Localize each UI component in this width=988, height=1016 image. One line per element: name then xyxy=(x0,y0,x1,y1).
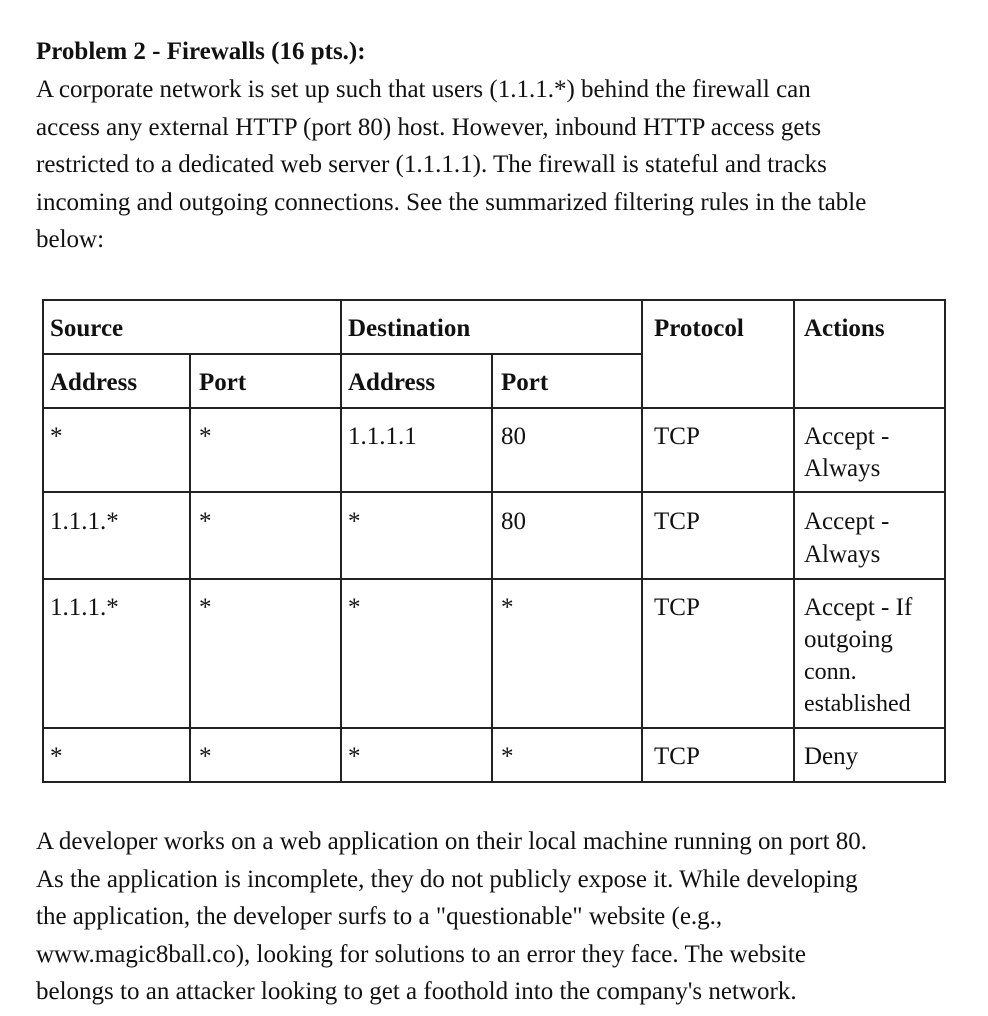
row3-action-line2: outgoing xyxy=(804,626,893,653)
table-divider xyxy=(641,299,643,783)
row3-action-line4: established xyxy=(804,691,911,717)
row3-destination-address: * xyxy=(348,594,361,621)
table-divider xyxy=(793,299,795,783)
row1-source-address: * xyxy=(50,423,63,450)
scenario-line: belongs to an attacker looking to get a foothold into the company's network. xyxy=(36,978,797,1006)
row2-action-line2: Always xyxy=(804,541,881,568)
intro-line: incoming and outgoing connections. See the summarized filtering rules in the table xyxy=(36,188,867,216)
table-border-top xyxy=(42,299,946,301)
row3-protocol: TCP xyxy=(654,594,700,621)
row4-action-line1: Deny xyxy=(804,743,859,770)
scenario-line: A developer works on a web application on their local machine running on port 80. xyxy=(36,828,868,855)
scenario-paragraph xyxy=(36,823,961,1011)
row1-destination-port: 80 xyxy=(501,423,526,450)
table-border-right xyxy=(944,299,946,783)
scenario-line: www.magic8ball.co), looking for solutions to an error they face. The website xyxy=(36,940,806,968)
row2-source-port: * xyxy=(199,508,212,535)
row3-destination-port: * xyxy=(501,594,514,621)
intro-line: A corporate network is set up such that users (1.1.1.*) behind the firewall can xyxy=(36,76,811,103)
header-destination-address: Address xyxy=(348,369,436,396)
intro-paragraph xyxy=(36,71,961,259)
header-source-port: Port xyxy=(199,369,247,396)
problem-title: Problem 2 - Firewalls (16 pts.): xyxy=(36,38,366,65)
intro-line: access any external HTTP (port 80) host. However, inbound HTTP access gets xyxy=(36,113,822,141)
table-border-left xyxy=(42,299,44,783)
header-actions: Actions xyxy=(804,315,885,342)
row4-source-port: * xyxy=(199,743,212,770)
row2-action-line1: Accept - xyxy=(804,508,890,535)
table-divider xyxy=(491,353,493,783)
row1-source-port: * xyxy=(199,423,212,450)
row4-protocol: TCP xyxy=(654,743,700,770)
row2-destination-address: * xyxy=(348,508,361,535)
table-divider xyxy=(42,491,946,493)
row3-action-line3: conn. xyxy=(804,659,857,685)
row1-action-line1: Accept - xyxy=(804,423,890,450)
row3-source-port: * xyxy=(199,594,212,621)
row1-action-line2: Always xyxy=(804,455,881,482)
row1-destination-address: 1.1.1.1 xyxy=(348,423,417,450)
firewall-rules-table xyxy=(42,299,946,783)
row4-destination-address: * xyxy=(348,743,361,770)
header-protocol: Protocol xyxy=(654,315,744,342)
row2-destination-port: 80 xyxy=(501,508,526,535)
table-divider xyxy=(42,727,946,729)
row2-protocol: TCP xyxy=(654,508,700,535)
scenario-line: As the application is incomplete, they do not publicly expose it. While developing xyxy=(36,865,858,893)
table-divider xyxy=(340,299,342,783)
table-border-bottom xyxy=(42,781,946,783)
row3-source-address: 1.1.1.* xyxy=(50,594,119,621)
table-divider xyxy=(42,578,946,580)
row4-destination-port: * xyxy=(501,743,514,770)
row4-source-address: * xyxy=(50,743,63,770)
row1-protocol: TCP xyxy=(654,423,700,450)
table-divider xyxy=(42,353,642,355)
header-destination-port: Port xyxy=(501,369,549,396)
header-destination: Destination xyxy=(348,315,471,342)
scenario-line: the application, the developer surfs to a "questionable" website (e.g., xyxy=(36,903,723,931)
table-divider xyxy=(189,353,191,783)
row3-action-line1: Accept - If xyxy=(804,594,913,621)
header-source-address: Address xyxy=(50,369,138,396)
table-divider xyxy=(42,407,946,409)
intro-line: below: xyxy=(36,226,105,253)
intro-line: restricted to a dedicated web server (1.1.1.1). The firewall is stateful and tracks xyxy=(36,151,827,178)
row2-source-address: 1.1.1.* xyxy=(50,508,119,535)
header-source: Source xyxy=(50,315,124,342)
